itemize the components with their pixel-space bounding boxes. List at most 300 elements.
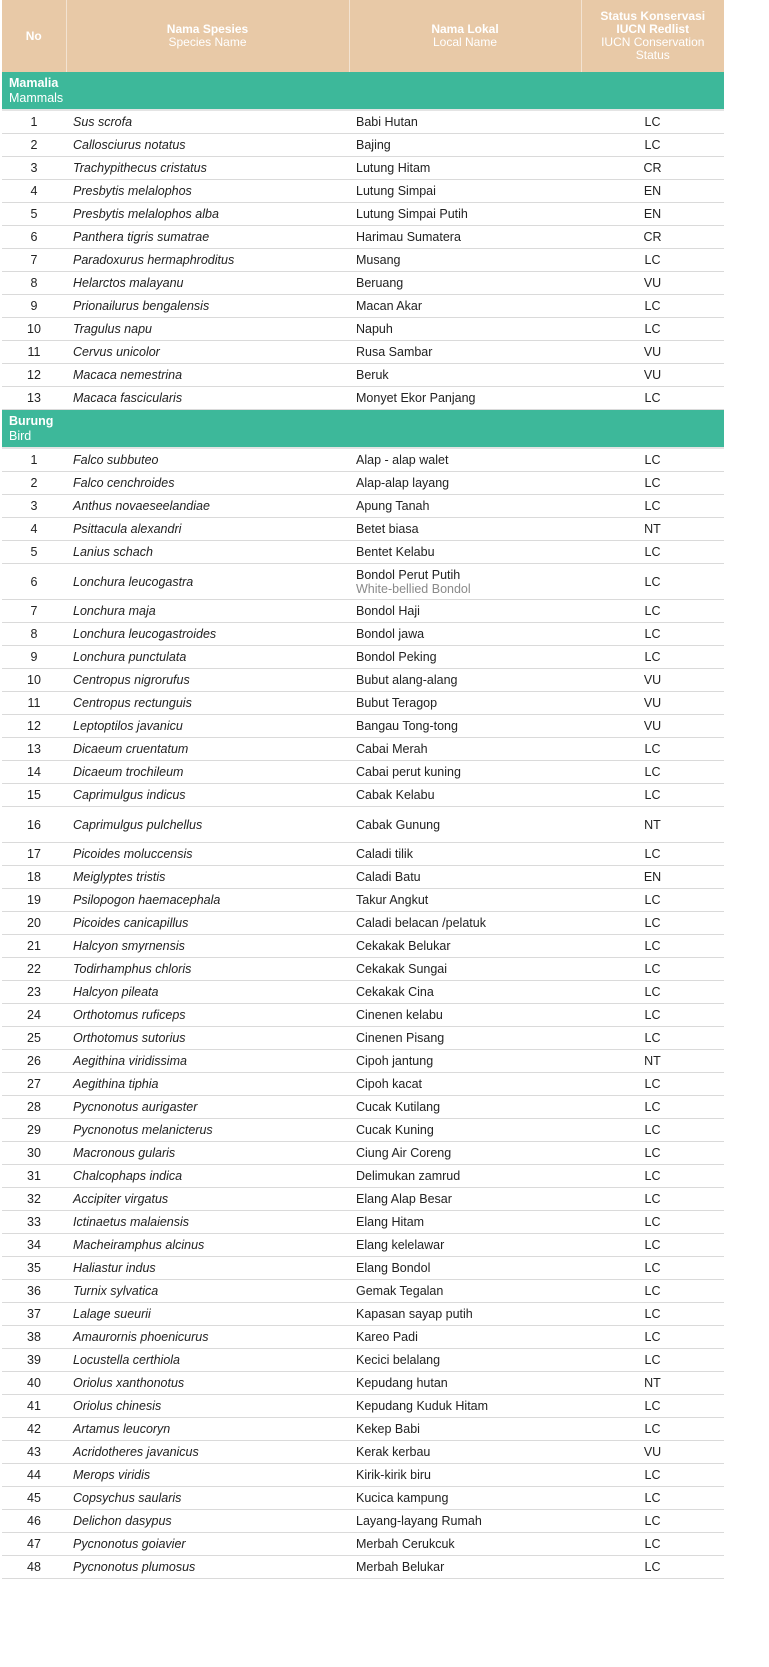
conservation-status-text: LC xyxy=(644,1100,661,1114)
species-name xyxy=(66,1119,349,1142)
conservation-status xyxy=(581,935,724,958)
row-number xyxy=(2,807,66,843)
local-name xyxy=(349,364,581,387)
row-number xyxy=(2,1510,66,1533)
species-name-text: Presbytis melalophos alba xyxy=(73,207,219,221)
table-header xyxy=(2,0,724,72)
species-name xyxy=(66,295,349,318)
conservation-status-text: LC xyxy=(644,847,661,861)
row-number-text: 45 xyxy=(27,1491,41,1505)
row-number xyxy=(2,272,66,295)
species-name-text: Dicaeum cruentatum xyxy=(73,742,189,756)
conservation-status-text: VU xyxy=(643,696,662,710)
local-name xyxy=(349,1188,581,1211)
row-number xyxy=(2,1349,66,1372)
local-name-text: Betet biasa xyxy=(356,522,419,536)
row-number-text: 38 xyxy=(27,1330,41,1344)
local-name-text: Kepudang hutan xyxy=(356,1376,448,1390)
species-name-text: Pycnonotus melanicterus xyxy=(73,1123,213,1137)
conservation-status-text: LC xyxy=(644,574,661,589)
species-name-text: Aegithina tiphia xyxy=(73,1077,159,1091)
conservation-status-text: LC xyxy=(644,299,661,313)
local-name-text: Cabai Merah xyxy=(356,742,428,756)
conservation-status xyxy=(581,1326,724,1349)
local-name xyxy=(349,715,581,738)
row-number-text: 4 xyxy=(30,184,38,198)
conservation-status xyxy=(581,1165,724,1188)
table-row xyxy=(2,134,724,157)
table-row xyxy=(2,981,724,1004)
table-row xyxy=(2,623,724,646)
species-name-text: Picoides moluccensis xyxy=(73,847,193,861)
table-row xyxy=(2,784,724,807)
conservation-status xyxy=(581,738,724,761)
species-name xyxy=(66,1418,349,1441)
species-name xyxy=(66,387,349,410)
species-name-text: Falco subbuteo xyxy=(73,453,159,467)
conservation-status-text: LC xyxy=(644,939,661,953)
row-number xyxy=(2,1027,66,1050)
local-name-text: Elang Bondol xyxy=(356,1261,431,1275)
conservation-status-text: LC xyxy=(644,1537,661,1551)
species-name xyxy=(66,1257,349,1280)
local-name-text: Napuh xyxy=(356,322,393,336)
species-name xyxy=(66,761,349,784)
row-number xyxy=(2,157,66,180)
row-number xyxy=(2,958,66,981)
local-name xyxy=(349,784,581,807)
species-name-text: Oriolus xanthonotus xyxy=(73,1376,185,1390)
species-name xyxy=(66,226,349,249)
local-name xyxy=(349,1349,581,1372)
species-name xyxy=(66,623,349,646)
species-name-text: Dicaeum trochileum xyxy=(73,765,184,779)
species-name xyxy=(66,1004,349,1027)
conservation-status xyxy=(581,1280,724,1303)
row-number xyxy=(2,1372,66,1395)
table-row xyxy=(2,1142,724,1165)
species-table xyxy=(2,0,724,1579)
species-name-text: Presbytis melalophos xyxy=(73,184,192,198)
species-name xyxy=(66,1349,349,1372)
row-number-text: 17 xyxy=(27,847,41,861)
local-name-text: Lutung Hitam xyxy=(356,161,431,175)
table-row xyxy=(2,761,724,784)
local-name xyxy=(349,958,581,981)
local-name-text: Kepudang Kuduk Hitam xyxy=(356,1399,489,1413)
conservation-status-text: LC xyxy=(644,1307,661,1321)
species-name-text: Panthera tigris sumatrae xyxy=(73,230,210,244)
row-number xyxy=(2,318,66,341)
local-name-text: Kucica kampung xyxy=(356,1491,449,1505)
species-name-text: Macaca fascicularis xyxy=(73,391,183,405)
row-number xyxy=(2,249,66,272)
table-row xyxy=(2,318,724,341)
row-number xyxy=(2,1303,66,1326)
row-number-text: 1 xyxy=(30,115,38,129)
local-name xyxy=(349,843,581,866)
table-row xyxy=(2,1027,724,1050)
local-name xyxy=(349,134,581,157)
species-name xyxy=(66,541,349,564)
table-row xyxy=(2,692,724,715)
local-name xyxy=(349,738,581,761)
local-name xyxy=(349,203,581,226)
species-name xyxy=(66,1211,349,1234)
species-name xyxy=(66,564,349,600)
row-number xyxy=(2,564,66,600)
row-number xyxy=(2,295,66,318)
row-number xyxy=(2,843,66,866)
row-number-text: 6 xyxy=(30,574,38,589)
table-row xyxy=(2,249,724,272)
group-title-id: Mamalia xyxy=(9,75,59,90)
species-name xyxy=(66,472,349,495)
conservation-status-text: LC xyxy=(644,1215,661,1229)
local-name-text: Lutung Simpai xyxy=(356,184,436,198)
conservation-status-text: LC xyxy=(644,115,661,129)
row-number xyxy=(2,518,66,541)
local-name xyxy=(349,807,581,843)
species-name-text: Trachypithecus cristatus xyxy=(73,161,207,175)
row-number xyxy=(2,1533,66,1556)
species-name xyxy=(66,341,349,364)
species-name xyxy=(66,1188,349,1211)
table-row xyxy=(2,341,724,364)
conservation-status-text: NT xyxy=(644,817,661,832)
conservation-status xyxy=(581,495,724,518)
conservation-status xyxy=(581,889,724,912)
row-number xyxy=(2,1487,66,1510)
local-name-text: Cabak Kelabu xyxy=(356,788,435,802)
local-name xyxy=(349,387,581,410)
table-row xyxy=(2,1395,724,1418)
local-name-text: Kirik-kirik biru xyxy=(356,1468,431,1482)
row-number-text: 3 xyxy=(30,161,38,175)
row-number-text: 21 xyxy=(27,939,41,953)
table-row xyxy=(2,866,724,889)
table-row xyxy=(2,843,724,866)
conservation-status xyxy=(581,1257,724,1280)
table-row xyxy=(2,1556,724,1579)
local-name xyxy=(349,226,581,249)
group-row xyxy=(2,410,724,449)
conservation-status xyxy=(581,600,724,623)
row-number-text: 29 xyxy=(27,1123,41,1137)
species-name-text: Leptoptilos javanicu xyxy=(73,719,183,733)
local-name-text: Elang Alap Besar xyxy=(356,1192,452,1206)
table-row xyxy=(2,1441,724,1464)
table-row xyxy=(2,669,724,692)
conservation-status-text: LC xyxy=(644,1077,661,1091)
local-name xyxy=(349,1487,581,1510)
conservation-status xyxy=(581,180,724,203)
header-status-id: Status Konservasi IUCN Redlist xyxy=(600,9,706,36)
conservation-status-text: LC xyxy=(644,322,661,336)
species-name xyxy=(66,981,349,1004)
local-name xyxy=(349,1027,581,1050)
species-name xyxy=(66,1303,349,1326)
local-name-text: Apung Tanah xyxy=(356,499,430,513)
row-number xyxy=(2,692,66,715)
row-number-text: 35 xyxy=(27,1261,41,1275)
conservation-status xyxy=(581,1441,724,1464)
local-name xyxy=(349,1165,581,1188)
species-name-text: Lonchura maja xyxy=(73,604,156,618)
conservation-status-text: LC xyxy=(644,1399,661,1413)
row-number xyxy=(2,1165,66,1188)
table-row xyxy=(2,1510,724,1533)
local-name xyxy=(349,318,581,341)
row-number xyxy=(2,110,66,134)
conservation-status-text: VU xyxy=(643,345,662,359)
row-number-text: 12 xyxy=(27,368,41,382)
row-number-text: 31 xyxy=(27,1169,41,1183)
table-row xyxy=(2,912,724,935)
species-name-text: Lonchura leucogastra xyxy=(73,574,194,589)
row-number xyxy=(2,1119,66,1142)
species-name-text: Locustella certhiola xyxy=(73,1353,181,1367)
row-number-text: 2 xyxy=(30,138,38,152)
row-number xyxy=(2,341,66,364)
local-name xyxy=(349,623,581,646)
row-number xyxy=(2,1326,66,1349)
species-name xyxy=(66,669,349,692)
conservation-status xyxy=(581,1073,724,1096)
header-no-label: No xyxy=(25,28,42,43)
table-row xyxy=(2,1165,724,1188)
local-name-text: Gemak Tegalan xyxy=(356,1284,444,1298)
species-name-text: Paradoxurus hermaphroditus xyxy=(73,253,235,267)
row-number-text: 34 xyxy=(27,1238,41,1252)
conservation-status-text: VU xyxy=(643,276,662,290)
conservation-status xyxy=(581,448,724,472)
conservation-status xyxy=(581,364,724,387)
species-name-text: Centropus rectunguis xyxy=(73,696,192,710)
row-number xyxy=(2,1142,66,1165)
local-name xyxy=(349,157,581,180)
local-name xyxy=(349,1395,581,1418)
local-name xyxy=(349,600,581,623)
conservation-status-text: LC xyxy=(644,1031,661,1045)
species-name-text: Pycnonotus aurigaster xyxy=(73,1100,198,1114)
local-name-text: Cinenen Pisang xyxy=(356,1031,445,1045)
local-name xyxy=(349,518,581,541)
row-number-text: 28 xyxy=(27,1100,41,1114)
species-name-text: Merops viridis xyxy=(73,1468,151,1482)
group-heading xyxy=(2,410,724,449)
local-name-text: Kekep Babi xyxy=(356,1422,420,1436)
conservation-status xyxy=(581,1510,724,1533)
conservation-status-text: LC xyxy=(644,253,661,267)
species-name xyxy=(66,715,349,738)
table-row xyxy=(2,1073,724,1096)
species-name-text: Amaurornis phoenicurus xyxy=(73,1330,209,1344)
row-number-text: 11 xyxy=(27,345,41,359)
species-name-text: Halcyon smyrnensis xyxy=(73,939,185,953)
conservation-status xyxy=(581,541,724,564)
row-number xyxy=(2,935,66,958)
row-number xyxy=(2,1073,66,1096)
local-name xyxy=(349,448,581,472)
group-row xyxy=(2,72,724,110)
conservation-status xyxy=(581,912,724,935)
local-name-text: Cekakak Sungai xyxy=(356,962,448,976)
table-row xyxy=(2,387,724,410)
local-name-text: Kapasan sayap putih xyxy=(356,1307,473,1321)
local-name-text: Cucak Kutilang xyxy=(356,1100,441,1114)
row-number xyxy=(2,1211,66,1234)
species-name xyxy=(66,866,349,889)
local-name-text: Elang kelelawar xyxy=(356,1238,445,1252)
conservation-status-text: LC xyxy=(644,1008,661,1022)
species-name-text: Prionailurus bengalensis xyxy=(73,299,210,313)
row-number-text: 37 xyxy=(27,1307,41,1321)
species-name xyxy=(66,1487,349,1510)
row-number-text: 6 xyxy=(30,230,38,244)
table-row xyxy=(2,472,724,495)
species-name xyxy=(66,935,349,958)
row-number-text: 42 xyxy=(27,1422,41,1436)
conservation-status xyxy=(581,623,724,646)
row-number xyxy=(2,623,66,646)
species-name-text: Macheiramphus alcinus xyxy=(73,1238,205,1252)
table-row xyxy=(2,1372,724,1395)
row-number xyxy=(2,600,66,623)
conservation-status xyxy=(581,784,724,807)
species-name xyxy=(66,600,349,623)
row-number-text: 39 xyxy=(27,1353,41,1367)
conservation-status xyxy=(581,341,724,364)
group-heading xyxy=(2,72,724,110)
species-name-text: Anthus novaeseelandiae xyxy=(73,499,210,513)
conservation-status-text: LC xyxy=(644,893,661,907)
conservation-status xyxy=(581,807,724,843)
local-name xyxy=(349,1510,581,1533)
conservation-status xyxy=(581,1487,724,1510)
conservation-status xyxy=(581,1234,724,1257)
conservation-status-text: VU xyxy=(643,673,662,687)
row-number xyxy=(2,472,66,495)
species-name xyxy=(66,318,349,341)
local-name xyxy=(349,1096,581,1119)
local-name-text: Cabai perut kuning xyxy=(356,765,461,779)
local-name-text: Bondol Peking xyxy=(356,650,437,664)
local-name-text: Bubut alang-alang xyxy=(356,673,458,687)
species-name-text: Acridotheres javanicus xyxy=(73,1445,199,1459)
row-number xyxy=(2,738,66,761)
conservation-status xyxy=(581,646,724,669)
local-name-text: Bondol Perut Putih xyxy=(356,567,461,582)
conservation-status xyxy=(581,1349,724,1372)
table-row xyxy=(2,1234,724,1257)
table-row xyxy=(2,364,724,387)
local-name xyxy=(349,1533,581,1556)
table-row xyxy=(2,1464,724,1487)
local-name-text: Kerak kerbau xyxy=(356,1445,431,1459)
row-number-text: 1 xyxy=(30,453,38,467)
conservation-status-text: LC xyxy=(644,604,661,618)
table-row xyxy=(2,889,724,912)
local-name-text: Alap-alap layang xyxy=(356,476,450,490)
table-row xyxy=(2,541,724,564)
conservation-status xyxy=(581,1188,724,1211)
species-name xyxy=(66,1441,349,1464)
species-name xyxy=(66,448,349,472)
conservation-status-text: LC xyxy=(644,1468,661,1482)
conservation-status xyxy=(581,134,724,157)
local-name xyxy=(349,1234,581,1257)
species-name-text: Orthotomus sutorius xyxy=(73,1031,186,1045)
species-name-text: Psilopogon haemacephala xyxy=(73,893,221,907)
row-number xyxy=(2,203,66,226)
conservation-status xyxy=(581,1303,724,1326)
species-name-text: Copsychus saularis xyxy=(73,1491,182,1505)
conservation-status xyxy=(581,1096,724,1119)
conservation-status-text: LC xyxy=(644,1422,661,1436)
species-name-text: Falco cenchroides xyxy=(73,476,175,490)
species-name-text: Ictinaetus malaiensis xyxy=(73,1215,190,1229)
local-name xyxy=(349,935,581,958)
row-number-text: 5 xyxy=(30,545,38,559)
species-name-text: Caprimulgus indicus xyxy=(73,788,186,802)
row-number-text: 19 xyxy=(27,893,41,907)
local-name xyxy=(349,646,581,669)
local-name xyxy=(349,272,581,295)
conservation-status-text: EN xyxy=(643,184,662,198)
table-row xyxy=(2,1280,724,1303)
conservation-status xyxy=(581,715,724,738)
species-name xyxy=(66,272,349,295)
species-name-text: Oriolus chinesis xyxy=(73,1399,162,1413)
local-name xyxy=(349,249,581,272)
row-number xyxy=(2,1418,66,1441)
local-name xyxy=(349,1280,581,1303)
species-name-text: Todirhamphus chloris xyxy=(73,962,192,976)
local-name-text: Caladi Batu xyxy=(356,870,421,884)
group-title-id: Burung xyxy=(9,413,54,428)
conservation-status-text: LC xyxy=(644,1560,661,1574)
local-name xyxy=(349,1303,581,1326)
table-body xyxy=(2,72,724,1579)
local-name xyxy=(349,1326,581,1349)
species-name xyxy=(66,1096,349,1119)
row-number-text: 13 xyxy=(27,391,41,405)
row-number xyxy=(2,448,66,472)
species-name-text: Turnix sylvatica xyxy=(73,1284,159,1298)
row-number xyxy=(2,541,66,564)
local-name-text: Harimau Sumatera xyxy=(356,230,461,244)
conservation-status-text: LC xyxy=(644,1192,661,1206)
conservation-status xyxy=(581,272,724,295)
species-name xyxy=(66,738,349,761)
conservation-status xyxy=(581,295,724,318)
conservation-status-text: LC xyxy=(644,916,661,930)
conservation-status-text: NT xyxy=(644,1054,661,1068)
row-number-text: 14 xyxy=(27,765,41,779)
group-title-en: Mammals xyxy=(9,90,64,105)
species-name-text: Aegithina viridissima xyxy=(73,1054,187,1068)
conservation-status-text: LC xyxy=(644,1169,661,1183)
species-name-text: Picoides canicapillus xyxy=(73,916,189,930)
conservation-status-text: LC xyxy=(644,1284,661,1298)
row-number xyxy=(2,1464,66,1487)
local-name xyxy=(349,669,581,692)
table-row xyxy=(2,1326,724,1349)
row-number-text: 10 xyxy=(27,322,41,336)
conservation-status-text: LC xyxy=(644,1238,661,1252)
species-name xyxy=(66,1533,349,1556)
